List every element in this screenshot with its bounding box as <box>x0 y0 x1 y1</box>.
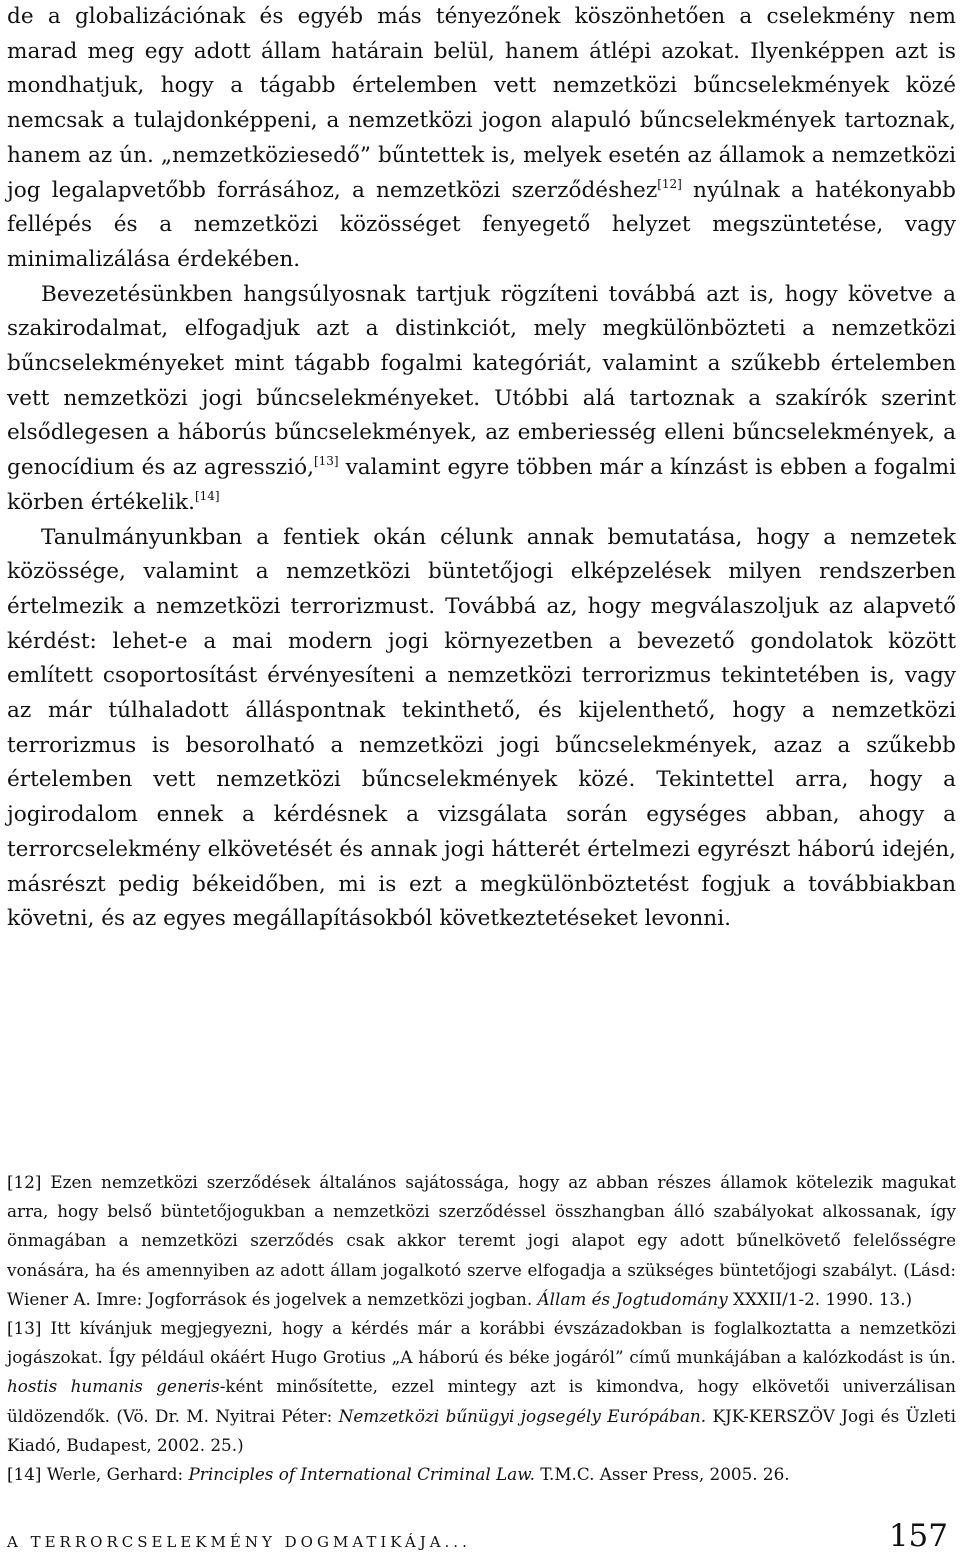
footnote-text: -ként minősítette, ezzel mintegy azt is kimondva, hogy elkövetői univerzálisan üldözendők. (Vö. Dr. M. Nyitrai Péter: <box>7 1376 956 1426</box>
footnote-12 <box>7 1168 956 1314</box>
footnote-text: XXXII/1-2. 1990. 13.) <box>727 1288 913 1309</box>
footnote-text: [14] Werle, Gerhard: <box>7 1464 189 1485</box>
footnote-ref: [14] <box>194 488 220 503</box>
footnote-text: [12] Ezen nemzetközi szerződések általános sajátossága, hogy az abban részes államok kötelezik magukat arra, hogy belső büntetőjogukban a nemzetközi szerződéssel összhangban álló szabályokat alkossanak, így önmagában a nemzetközi szerződés csak akkor teremt jogi alapot egy adott bűnelkövető felelősségre vonására, ha és amennyiben az adott állam jogalkotó szerve elfogadja a szükséges büntetőjogi szabályt. (Lásd: Wiener A. Imre: Jogforrások és jogelvek a nemzetközi jogban. <box>7 1172 956 1309</box>
paragraph: Tanulmányunkban a fentiek okán célunk annak bemutatása, hogy a nemzetek közössége, valamint a nemzetközi büntetőjogi elképzelések milyen rendszerben értelmezik a nemzetközi terrorizmust. Továbbá az, hogy megválaszoljuk az alapvető kérdést: lehet-e a mai modern jogi környezetben a bevezető gondolatok között említett csoportosítást érvényesíteni a nemzetközi terrorizmus tekintetében is, vagy az már túlhaladott álláspontnak tekinthető, és kijelenthető, hogy a nemzetközi terrorizmus is besorolható a nemzetközi jogi bűncselekmények, azaz a szűkebb értelemben vett nemzetközi bűncselekmények közé. Tekintettel arra, hogy a jogirodalom ennek a kérdésnek a vizsgálata során egységes abban, ahogy a terrorcselekmény elkövetését és annak jogi hátterét értelmezi egyrészt háború idején, másrészt pedig békeidőben, mi is ezt a megkülönböztetést fogjuk a továbbiakban követni, és az egyes megállapításokból következtetéseket levonni. <box>7 524 956 932</box>
paragraph-text: nyúlnak a hatékonyabb fellépés és a nemzetközi közösséget fenyegető helyzet megszüntetése, vagy minimalizálása érdekében. <box>7 177 956 272</box>
book-title: Principles of International Criminal Law. <box>188 1464 535 1485</box>
footnotes <box>7 1168 956 1489</box>
paragraph-text: Bevezetésünkben hangsúlyosnak tartjuk rögzíteni továbbá azt is, hogy követve a szakirodalmat, elfogadjuk azt a distinkciót, mely megkülönbözteti a nemzetközi bűncselekményeket mint tágabb fogalmi kategóriát, valamint a szűkebb értelemben vett nemzetközi jogi bűncselekményeket. Utóbbi alá tartoznak a szakírók szerint elsődlegesen a háborús bűncselekmények, az emberiesség elleni bűncselekmények, a genocídium és az agresszió, <box>7 281 956 481</box>
footnote-14 <box>7 1460 956 1489</box>
footnote-text: T.M.C. Asser Press, 2005. 26. <box>534 1464 790 1485</box>
paragraph <box>7 0 956 278</box>
paragraph-text: de a globalizációnak és egyéb más tényezőnek köszönhetően a cselekmény nem marad meg egy adott állam határain belül, hanem átlépi azokat. Ilyenképpen azt is mondhatjuk, hogy a tágabb értelemben vett nemzetközi bűncselekmények közé nemcsak a tulajdonképpeni, a nemzetközi jogon alapuló bűncselekmények tartoznak, hanem az ún. „nemzetköziesedő” bűntettek is, melyek esetén az államok a nemzetközi jog legalapvetőbb forrásához, a nemzetközi szerződéshez <box>7 4 956 203</box>
footnote-text: [13] Itt kívánjuk megjegyezni, hogy a kérdés már a korábbi évszázadokban is foglalkoztatta a nemzetközi jogászokat. Így például okáért Hugo Grotius „A háború és béke jogáról” című munkájában a kalózkodást is ún. <box>7 1318 956 1368</box>
footnote-ref: [12] <box>657 176 682 191</box>
footnote-13 <box>7 1314 956 1460</box>
page-number: 157 <box>888 1518 948 1554</box>
journal-title: Állam és Jogtudomány <box>537 1288 728 1309</box>
body-text <box>7 0 956 937</box>
paragraph <box>7 278 956 521</box>
running-title: A TERRORCSELEKMÉNY DOGMATIKÁJA... <box>7 1533 471 1551</box>
latin-term: hostis humanis generis <box>7 1376 220 1397</box>
book-title: Nemzetközi bűnügyi jogsegély Európában. <box>338 1405 707 1426</box>
paragraph-text: valamint egyre többen már a kínzást is ebben a fogalmi körben értékelik. <box>7 455 957 515</box>
footnote-ref: [13] <box>313 454 339 469</box>
footnote-text: KJK-KERSZÖV Jogi és Üzleti Kiadó, Budapest, 2002. 25.) <box>7 1405 956 1455</box>
